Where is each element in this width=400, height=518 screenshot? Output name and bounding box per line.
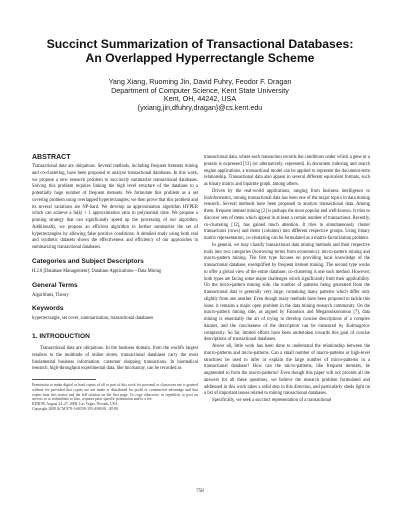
body-paragraph-4: Above all, little work has been done to understand the relationship between the macro-patterns and micro-patterns. Can a small number of macro-patterns or high-level structures be used to infer or explain the large number of micro-patterns in a transactional database? How can the micro-patterns, like frequent itemsets, be augmented to form the macro-patterns? Even though this paper will not provide all the answers for all these questions, we believe the research problem formulated and addressed in this work takes a solid step in this direction, and particularly sheds light on a list of important issues related to mining transactional databases. — [204, 344, 370, 397]
introduction-text: Transactional data are ubiquitous. In the business domain, from the world's largest retailers to the multitude of online stores, transactional databases carry the most fundamental business information: customer shopping transactions. In biomedical research, high-throughput experimental data, like microarray, can be recorded as — [32, 346, 198, 372]
conference-info: KDD'08, August 24–27, 2008, Las Vegas, Nevada, USA. — [32, 402, 119, 407]
copyright-notice: Permission to make digital or hard copies of all or part of this work for personal or classroom use is granted without fee provided that copies are not made or distributed for profit or commercial advantage and that copies bear this notice and the full citation on the first page. To copy otherwise, to republish, to post on servers or to redistribute to lists, requires prior specific permission and/or a fee. — [32, 383, 198, 402]
keywords-text: hyperrectangle, set cover, summarization, transactional databases — [32, 316, 154, 322]
title-line-1: Succinct Summarization of Transactional Databases: — [46, 37, 354, 51]
abstract-heading: ABSTRACT — [32, 154, 71, 161]
author-emails: {yxiang,jin,dfuhry,dragan}@cs.kent.edu — [137, 102, 263, 112]
author-block — [20, 78, 380, 112]
right-column — [204, 155, 370, 405]
body-paragraph-1: transactional data, where each transaction records the conditions under which a gene or a protein is expressed [13] (or alternatively, repressed). In document indexing and search engine applications, a transactional model can be applied to represent the document-term relationship. Transactional data also appear in several different equivalent formats, such as binary matrix and bipartite graph, among others. — [204, 155, 370, 187]
author-address: Kent, OH, 44242, USA — [163, 94, 237, 104]
author-names: Yang Xiang, Ruoming Jin, David Fuhry, Feodor F. Dragan — [108, 77, 292, 86]
author-department: Department of Computer Science, Kent State University — [111, 85, 289, 95]
title-line-2: An Overlapped Hyperrectangle Scheme — [85, 51, 315, 65]
categories-heading: Categories and Subject Descriptors — [32, 257, 144, 265]
keywords-heading: Keywords — [32, 305, 64, 313]
page-number: 758 — [196, 489, 204, 494]
abstract-text: Transactional data are ubiquitous. Several methods, including frequent itemsets mining and co-clustering, have been proposed to analyze transactional databases. In this work, we propose a new research problem to succinctly summarize transactional databases. Solving this problem requires linking the high level structure of the database to a potentially huge number of frequent itemsets. We formulate this problem as a set covering problem using overlapped hyperrectangles; we then prove that this problem and its several variations are NP-hard. We develop an approximation algorithm HYPER which can achieve a ln(k) + 1 approximation ratio in polynomial time. We propose a pruning strategy that can significantly speed up the processing of our algorithm. Additionally, we propose an efficient algorithm to further summarize the set of hyperrectangles by allowing false positive conditions. A detailed study using both real and synthetic datasets shows the effectiveness and efficiency of our approaches in summarizing transactional databases. — [32, 164, 198, 250]
body-paragraph-5: Specifically, we seek a succinct representation of a transactional — [212, 398, 332, 403]
copyright-line: Copyright 2008 ACM 978-1-60558-193-4/08/08 ...$5.00. — [32, 406, 120, 411]
categories-text: H.2.8 [Database Management]: Database Applications—Data Mining — [32, 268, 162, 274]
paper-title — [20, 37, 380, 65]
introduction-heading: 1. INTRODUCTION — [32, 333, 90, 340]
body-paragraph-3: In general, we may classify transactional data mining methods and their respective tools into two categories (borrowing terms from economics): micro-pattern mining and macro-pattern mining. The first type focuses on providing local knowledge of the transactional database, exemplified by frequent itemset mining. The second type works to offer a global view of the entire database; co-clustering is one such method. However, both types are facing some major challenges which significantly limit their applicability. On the micro-pattern mining side, the number of patterns being generated from the transactional data is generally very large, containing many patterns which differ only slightly from one another. Even though many methods have been proposed to tackle this issue, it remains a major open problem in the data mining research community. On the macro-pattern mining side, as argued by Faloutsos and Megalooikonomou [7], data mining is essentially the art of trying to develop concise descriptions of a complex dataset, and the conciseness of the description can be measured by Kolmogorov complexity. So far, limited efforts have been undertaken towards this goal of concise descriptions of transactional databases. — [204, 242, 370, 343]
body-paragraph-2: Driven by the real-world applications, ranging from business intelligence to bioinformatics, mining transactional data has been one of the major topics in data mining research. Several methods have been proposed to analyze transactional data. Among them, frequent itemset mining [2] is perhaps the most popular and well-known. It tries to discover sets of items which appear in at least a certain number of transactions. Recently, co-clustering [12], has gained much attention. It tries to simultaneously cluster transactions (rows) and items (columns) into different respective groups. Using binary matrix representation, co-clustering can be formulated as a matrix-factorization problem. — [204, 188, 370, 241]
general-terms-heading: General Terms — [32, 281, 78, 289]
footnote-divider — [32, 379, 96, 380]
general-terms-text: Algorithms, Theory — [32, 292, 69, 298]
left-column — [32, 153, 198, 412]
